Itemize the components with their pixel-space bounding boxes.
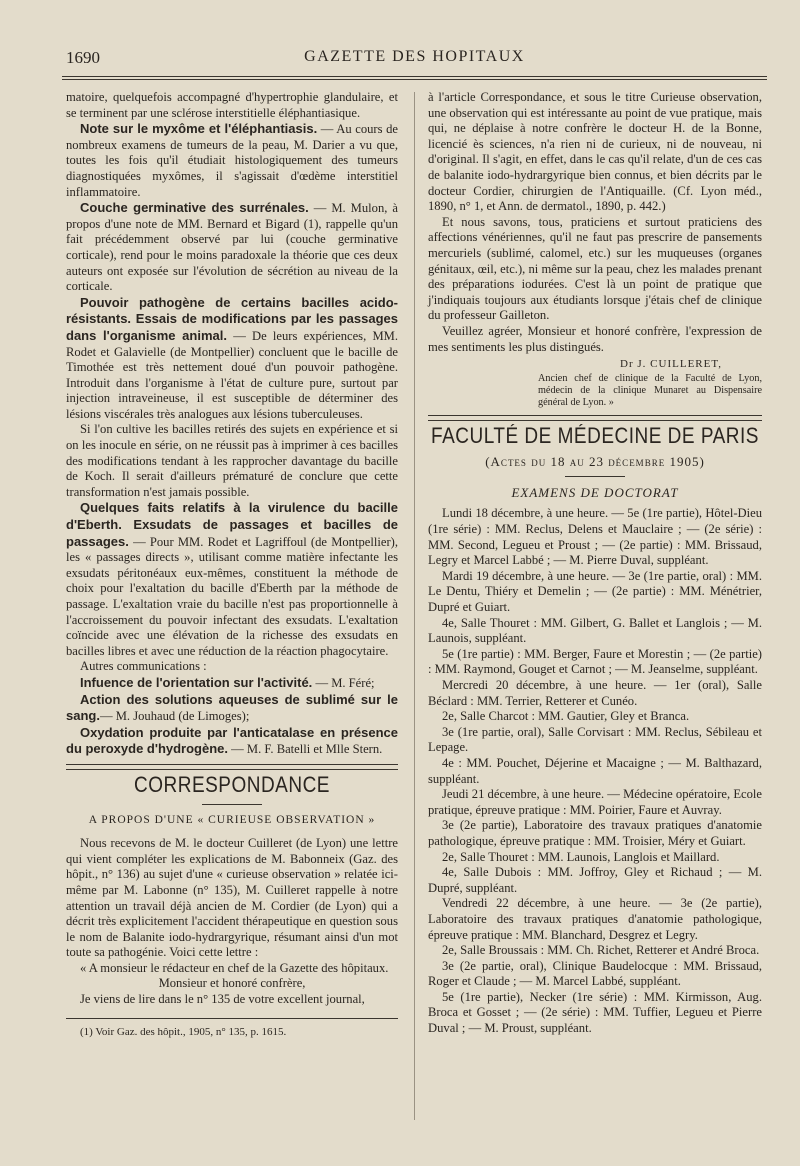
paragraph [66, 200, 398, 295]
paragraph-heading: Quelques faits relatifs à la virulence du bacille d'Eberth. Exsudats de passages et bacilles de passages. [66, 500, 398, 549]
exam-entry: 5e (1re partie), Necker (1re série) : MM. Kirmisson, Aug. Broca et Gosset ; — (2e série) : MM. Tuffier, Legueu et Pierre Duval ; — M. Proust, suppléant. [428, 989, 762, 1036]
paragraph-text: — De leurs expériences, MM. Rodet et Galavielle (de Montpellier) concluent que le bacille de Timothée est très nettement doué d'un pouvoir pathogène. Introduit dans l'organisme à l'état de culture pure, surtout par injection intraveineuse, il est susceptible de déterminer des lésions viscérales très analogues aux lésions tuberculeuses. [66, 328, 398, 421]
exam-entry: Vendredi 22 décembre, à une heure. — 3e (2e partie), Laboratoire des travaux pratiques d'anatomie pathologique, épreuve pratique : MM. Blanchard, Desgrez et Legry. [428, 896, 762, 942]
paragraph [66, 500, 398, 659]
paragraph [66, 725, 398, 758]
exam-entry: 2e, Salle Thouret : MM. Launois, Langlois et Maillard. [442, 849, 720, 864]
page-header [62, 42, 767, 72]
signature-name: Dr J. CUILLERET, [620, 358, 722, 371]
paragraph: Autres communications : [80, 659, 207, 674]
paragraph: Et nous savons, tous, praticiens et surtout praticiens des affections vénériennes, qu'il ne faut pas prescrire de pansements mercuriels (sublimé, calomel, etc.) sur les muqueuses (organes génitaux, œil, etc.), ni même sur la peau, chez les malades prenant des préparations iodurées. C'est là un point de pratique que j'indiquais toujours aux étudiants lorsque j'étais chef de clinique du professeur Gailleton. [428, 214, 762, 323]
exam-entry: Lundi 18 décembre, à une heure. — 5e (1re partie), Hôtel-Dieu (1re série) : MM. Reclus, Delens et Mauclaire ; — (2e série) : MM. Second, Legueu et Proust ; — (2e partie) : MM. Brissaud, Legry et Marcel Labbé ; — M. Pierre Duval, suppléant. [428, 506, 762, 568]
paragraph: matoire, quelquefois accompagné d'hypertrophie glandulaire, et se terminent par une sclérose interstitielle éléphantiasique. [66, 90, 398, 120]
section-rule [66, 764, 398, 770]
paragraph-text: — Pour MM. Rodet et Lagriffoul (de Montpellier), les « passages directs », utilisant comme matière infectante les exsudats péritonéaux eux-mêmes, constituent la méthode de choix pour l'exaltation du bacille d'Eberth par la méthode de passage. L'exaltation vraie du bacille n'est pas proportionnelle à l'accroissement du pouvoir infectant des exsudats. L'exaltation coïncide avec une élévation de la richesse des exsudats en bacilles libres et avec une réduction de la réaction phagocytaire. [66, 534, 398, 658]
correspondance-subtitle: A PROPOS D'UNE « CURIEUSE OBSERVATION » [88, 813, 376, 826]
paragraph [66, 692, 398, 725]
column-divider [414, 92, 415, 1120]
paragraph-heading: Couche germinative des surrénales. [80, 200, 309, 216]
section-title-correspondance: CORRESPONDANCE [134, 773, 330, 798]
paragraph-text: — M. Féré; [312, 675, 375, 690]
signature-title: Ancien chef de clinique de la Faculté de Lyon, médecin de la clinique Munaret au Dispensaire général de Lyon. » [538, 372, 762, 408]
paragraph: Veuillez agréer, Monsieur et honoré confrère, l'expression de mes sentiments les plus distingués. [428, 323, 762, 354]
section-rule [428, 415, 762, 421]
paragraph [66, 295, 398, 423]
short-rule [565, 476, 625, 477]
exam-entry: Mardi 19 décembre, à une heure. — 3e (1re partie, oral) : MM. Le Dentu, Thiéry et Demelin ; — (2e partie) : MM. Ménétrier, Dupré et Guiart. [428, 568, 762, 615]
left-column [66, 90, 398, 1040]
paragraph-text: — M. Jouhaud (de Limoges); [99, 709, 250, 724]
right-column [428, 90, 762, 1037]
paragraph-text: — M. F. Batelli et Mlle Stern. [228, 742, 383, 757]
footnote-rule [66, 1018, 398, 1019]
exam-entry: 4e, Salle Thouret : MM. Gilbert, G. Ballet et Langlois ; — M. Launois, suppléant. [428, 615, 762, 646]
short-rule [202, 804, 262, 805]
paragraph-heading: Pouvoir pathogène de certains bacilles acido-résistants. Essais de modifications par les passages dans l'organisme animal. [66, 294, 398, 343]
paragraph-text: — Au cours de nombreux examens de tumeurs de la peau, M. Darier a vu que, toutes les fois qu'il étudiait histologiquement des tumeurs diagnostiquées myxômes, il s'agissait d'œdème interstitiel inflammatoire. [66, 122, 398, 199]
paragraph-heading: Action des solutions aqueuses de sublimé sur le sang. [66, 691, 398, 724]
header-rule [62, 76, 767, 77]
exam-entry: 3e (2e partie, oral), Clinique Baudelocque : MM. Brissaud, Roger et Claude ; — M. Marcel Labbé, suppléant. [428, 958, 762, 989]
faculte-subtitle: (Actes du 18 au 23 décembre 1905) [485, 454, 705, 470]
paragraph: Je viens de lire dans le n° 135 de votre excellent journal, [80, 992, 365, 1007]
footnote: (1) Voir Gaz. des hôpit., 1905, n° 135, p. 1615. [80, 1025, 287, 1038]
paragraph-text: — M. Mulon, à propos d'une note de MM. Bernard et Bigard (1), rappelle qu'un fait précédemment observé par lui (couche germinative corticale), rend pour le moins paradoxale la théorie que ces deux auteurs ont exposée sur l'évolution de sécrétion au niveau de la corticale. [66, 201, 398, 294]
section-title-faculte: FACULTÉ DE MÉDECINE DE PARIS [431, 424, 759, 449]
paragraph-heading: Oxydation produite par l'anticatalase en présence du peroxyde d'hydrogène. [66, 724, 398, 757]
paragraph: Si l'on cultive les bacilles retirés des sujets en expérience et si on les inocule en série, on ne réussit pas à imprimer à ces bacilles des modifications tendant à les rapprocher davantage du bacille de Koch. Il serait d'ailleurs prématuré de conclure que cette transformation n'est jamais possible. [66, 422, 398, 499]
exam-entry: 2e, Salle Charcot : MM. Gautier, Gley et Branca. [442, 709, 690, 724]
exam-entry: 4e : MM. Pouchet, Déjerine et Macaigne ; — M. Balthazard, suppléant. [428, 755, 762, 786]
paragraph-heading: Infuence de l'orientation sur l'activité. [80, 674, 313, 690]
paragraph: « A monsieur le rédacteur en chef de la Gazette des hôpitaux. [80, 960, 389, 975]
paragraph: à l'article Correspondance, et sous le titre Curieuse observation, une observation qui est intéressante au point de vue pratique, mais qui, ne déplaise à notre confrère le docteur H. de la Bonne, licencié ès sciences, n'a rien ni de curieux, ni de nouveau, ni d'original. Il s'agit, en effet, dans le cas qu'il relate, d'un de ces cas de balanite iodo-hydrargyrique bien connus, et bien décrits par le docteur Cordier, chirurgien de l'Antiquaille. (Cf. Lyon méd., 1890, n° 1, et Ann. de dermatol., 1890, p. 442.) [428, 90, 762, 214]
paragraph: Nous recevons de M. le docteur Cuilleret (de Lyon) une lettre qui vient compléter les explications de M. Babonneix (Gaz. des hôpit., n° 136) au sujet d'une « curieuse observation » relatée ici-même par M. Labonne (n° 135), M. Cuilleret rappelle à notre attention un travail déjà ancien de M. Cordier (de Lyon) qui a décrit très explicitement l'accident thérapeutique en question sous le nom de Balanite iodo-hydrargyrique, résumant ainsi d'un mot toute sa pathogénie. Voici cette lettre : [66, 836, 398, 960]
exam-entry: 5e (1re partie) : MM. Berger, Faure et Morestin ; — (2e partie) : MM. Raymond, Gouget et Carnot ; — M. Jeanselme, suppléant. [428, 646, 762, 677]
header-rule-double [62, 79, 767, 80]
paragraph-heading: Note sur le myxôme et l'éléphantiasis. [80, 121, 318, 137]
paragraph [66, 675, 398, 692]
exam-entry: 2e, Salle Broussais : MM. Ch. Richet, Retterer et André Broca. [442, 943, 760, 958]
exam-entry: Mercredi 20 décembre, à une heure. — 1er (oral), Salle Béclard : MM. Terrier, Retterer et Cunéo. [428, 678, 762, 708]
exam-entry: 4e, Salle Dubois : MM. Joffroy, Gley et Richaud ; — M. Dupré, suppléant. [428, 865, 762, 895]
running-title: GAZETTE DES HOPITAUX [304, 48, 525, 65]
exam-entry: 3e (1re partie, oral), Salle Corvisart : MM. Reclus, Sébileau et Lepage. [428, 724, 762, 755]
exam-entry: Jeudi 21 décembre, à une heure. — Médecine opératoire, Ecole pratique, épreuve pratique : MM. Poirier, Faure et Auvray. [428, 787, 762, 817]
salutation: Monsieur et honoré confrère, [158, 976, 306, 991]
paragraph [66, 121, 398, 200]
exam-title: EXAMENS DE DOCTORAT [511, 484, 679, 500]
exam-entry: 3e (2e partie), Laboratoire des travaux pratiques d'anatomie pathologique, épreuve pratique : MM. Troisier, Méry et Guiart. [428, 818, 762, 848]
page-number: 1690 [66, 48, 100, 67]
